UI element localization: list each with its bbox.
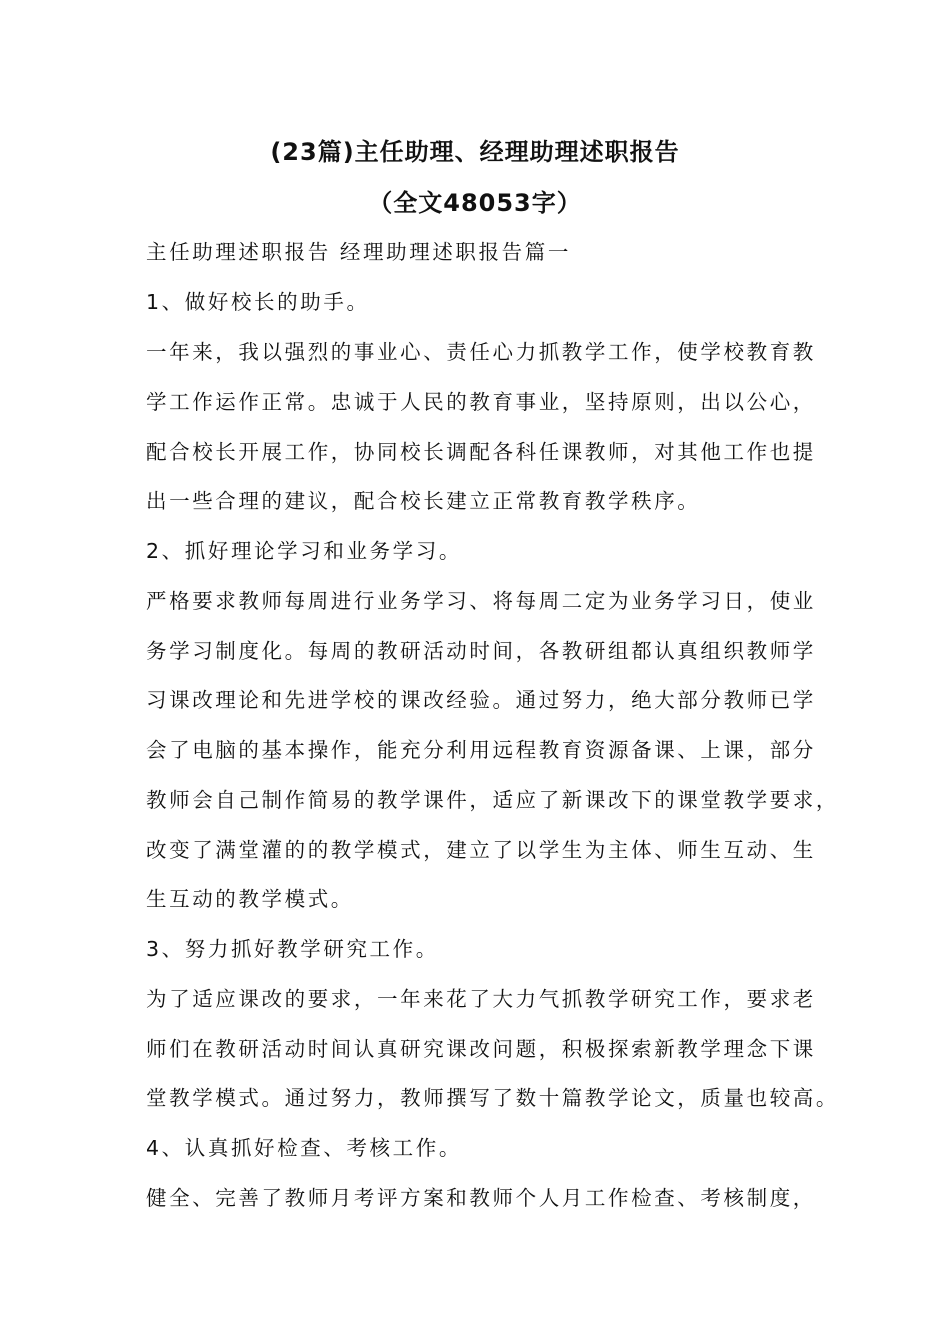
section-heading: 主任助理述职报告 经理助理述职报告篇一 bbox=[146, 240, 571, 264]
item-heading: 2、抓好理论学习和业务学习。 bbox=[146, 539, 462, 563]
paragraph-line: 配合校长开展工作，协同校长调配各科任课教师，对其他工作也提 bbox=[146, 440, 816, 464]
paragraph-line: 师们在教研活动时间认真研究课改问题，积极探索新教学理念下课 bbox=[146, 1037, 816, 1061]
item-heading: 3、努力抓好教学研究工作。 bbox=[146, 937, 439, 961]
document-title: (23篇)主任助理、经理助理述职报告 bbox=[270, 138, 680, 166]
paragraph-line: 务学习制度化。每周的教研活动时间，各教研组都认真组织教师学 bbox=[146, 639, 816, 663]
item-heading: 1、做好校长的助手。 bbox=[146, 290, 370, 314]
paragraph-line: 教师会自己制作简易的教学课件，适应了新课改下的课堂教学要求， bbox=[146, 788, 839, 812]
paragraph-line: 学工作运作正常。忠诚于人民的教育事业，坚持原则，出以公心， bbox=[146, 390, 816, 414]
paragraph-line: 会了电脑的基本操作，能充分利用远程教育资源备课、上课，部分 bbox=[146, 738, 816, 762]
paragraph-line: 生互动的教学模式。 bbox=[146, 887, 354, 911]
paragraph-line: 一年来，我以强烈的事业心、责任心力抓教学工作，使学校教育教 bbox=[146, 340, 816, 364]
paragraph-line: 堂教学模式。通过努力，教师撰写了数十篇教学论文，质量也较高。 bbox=[146, 1086, 839, 1110]
document-subtitle: （全文48053字） bbox=[368, 189, 582, 217]
paragraph-line: 严格要求教师每周进行业务学习、将每周二定为业务学习日，使业 bbox=[146, 589, 816, 613]
paragraph-line: 习课改理论和先进学校的课改经验。通过努力，绝大部分教师已学 bbox=[146, 688, 816, 712]
paragraph-line: 为了适应课改的要求，一年来花了大力气抓教学研究工作，要求老 bbox=[146, 987, 816, 1011]
item-heading: 4、认真抓好检查、考核工作。 bbox=[146, 1136, 462, 1160]
paragraph-line: 改变了满堂灌的的教学模式，建立了以学生为主体、师生互动、生 bbox=[146, 838, 816, 862]
paragraph-line: 出一些合理的建议，配合校长建立正常教育教学秩序。 bbox=[146, 489, 701, 513]
paragraph-line: 健全、完善了教师月考评方案和教师个人月工作检查、考核制度， bbox=[146, 1186, 816, 1210]
